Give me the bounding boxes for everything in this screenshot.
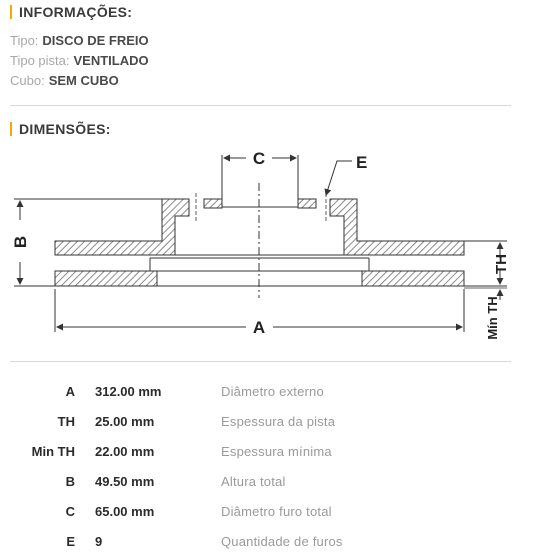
spec-description: Espessura mínima: [221, 444, 332, 459]
spec-key: E: [66, 534, 75, 549]
spec-value: 49.50 mm: [95, 474, 155, 489]
info-row-type: [10, 33, 149, 48]
accent-bar: [10, 122, 12, 136]
spec-row: [0, 504, 538, 524]
drawing-label-b: B: [11, 235, 30, 249]
info-value: DISCO DE FREIO: [42, 33, 149, 48]
spec-row: [0, 534, 538, 554]
info-value: SEM CUBO: [48, 73, 119, 88]
spec-key: Min TH: [31, 444, 75, 459]
hat-top-left: [204, 199, 222, 208]
spec-value: 65.00 mm: [95, 504, 155, 519]
info-label: Tipo pista:: [10, 53, 70, 68]
divider: [10, 361, 511, 362]
spec-row: [0, 474, 538, 494]
spec-description: Espessura da pista: [221, 414, 336, 429]
spec-value: 312.00 mm: [95, 384, 162, 399]
info-row-track-type: [10, 53, 149, 68]
spec-key: B: [65, 474, 75, 489]
dimensions-section-title: [10, 121, 111, 137]
spec-value: 25.00 mm: [95, 414, 155, 429]
drawing-label-a: A: [252, 318, 266, 337]
dimensions-title-text: DIMENSÕES:: [19, 121, 111, 137]
spec-value: 9: [95, 534, 103, 549]
drawing-label-min-th: Mín TH: [485, 296, 500, 340]
drawing-label-e: E: [356, 153, 368, 172]
spec-description: Diâmetro externo: [221, 384, 324, 399]
disc-section-left-upper: [55, 199, 189, 255]
disc-section-left-lower: [55, 271, 157, 286]
brake-disc-drawing: [0, 140, 538, 355]
accent-bar: [10, 5, 12, 19]
disc-section-right-upper: [330, 199, 464, 255]
spec-row: [0, 414, 538, 434]
divider: [10, 105, 511, 106]
drawing-label-c: C: [252, 149, 266, 168]
disc-section-right-lower: [362, 271, 464, 286]
spec-key: A: [65, 384, 75, 399]
spec-key: C: [65, 504, 75, 519]
info-label: Cubo:: [10, 73, 45, 88]
hat-top-right: [298, 199, 316, 208]
spec-value: 22.00 mm: [95, 444, 155, 459]
info-section-title: [10, 4, 132, 20]
spec-key: TH: [57, 414, 75, 429]
spec-description: Quantidade de furos: [221, 534, 343, 549]
spec-description: Diâmetro furo total: [221, 504, 332, 519]
spec-row: [0, 444, 538, 464]
info-row-hub: [10, 73, 119, 88]
spec-description: Altura total: [221, 474, 286, 489]
info-value: VENTILADO: [73, 53, 149, 68]
info-title-text: INFORMAÇÕES:: [19, 4, 133, 20]
info-label: Tipo:: [10, 33, 39, 48]
drawing-label-th: TH: [493, 254, 510, 274]
spec-row: [0, 384, 538, 404]
